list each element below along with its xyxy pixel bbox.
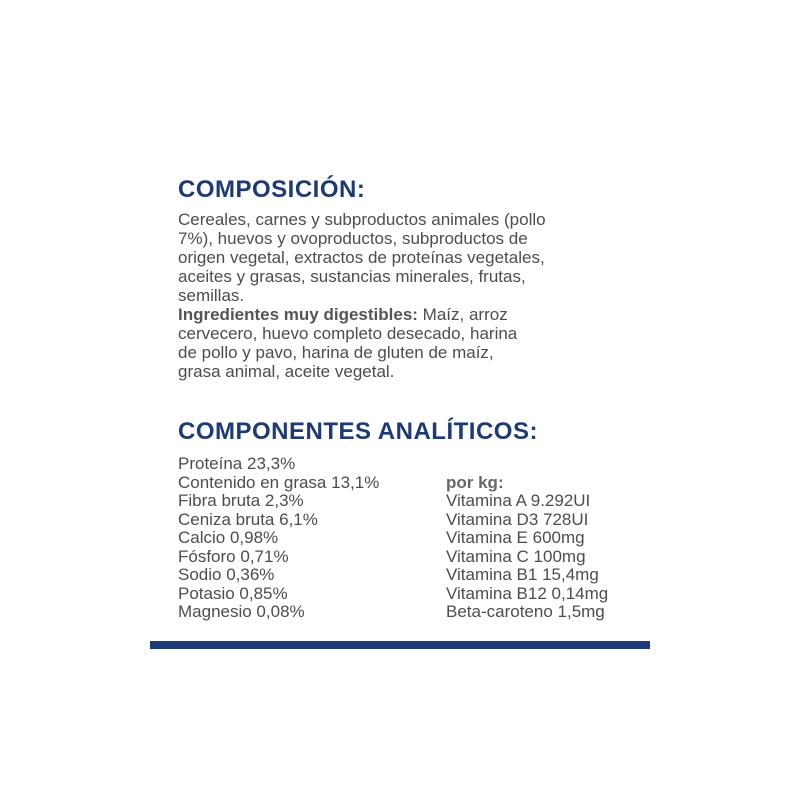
composition-line: Cereales, carnes y subproductos animales (pollo — [178, 210, 546, 229]
analytic-item: Fósforo 0,71% — [178, 546, 289, 566]
vitamin-item: Vitamina B1 15,4mg — [446, 565, 599, 584]
digestible-line: cervecero, huevo completo desecado, harina — [178, 324, 518, 343]
per-kg-label: por kg: — [446, 472, 504, 492]
digestible-line: de pollo y pavo, harina de gluten de maíz, — [178, 343, 494, 362]
vitamin-item: Beta-caroteno 1,5mg — [446, 602, 605, 621]
analytic-item: Fibra bruta 2,3% — [178, 491, 304, 510]
analytics-right-column — [446, 455, 608, 622]
vitamin-item: Vitamina D3 728UI — [446, 509, 589, 529]
analytic-item: Proteína 23,3% — [178, 454, 296, 473]
analytic-item: Sodio 0,36% — [178, 565, 275, 584]
analytic-item: Potasio 0,85% — [178, 583, 288, 603]
analytics-left-column — [178, 455, 379, 622]
vitamin-item: Vitamina A 9.292UI — [446, 491, 591, 510]
analytic-item: Ceniza bruta 6,1% — [178, 509, 318, 529]
bottom-divider-bar — [150, 641, 650, 649]
digestible-line: grasa animal, aceite vegetal. — [178, 362, 395, 381]
composition-text — [178, 210, 648, 381]
vitamin-item: Vitamina B12 0,14mg — [446, 583, 609, 603]
analytics-heading: COMPONENTES ANALÍTICOS: — [178, 418, 538, 445]
composition-line: 7%), huevos y ovoproductos, subproductos de — [178, 229, 528, 248]
analytic-item: Contenido en grasa 13,1% — [178, 472, 380, 492]
composition-line: origen vegetal, extractos de proteínas vegetales, — [178, 248, 545, 267]
vitamin-item: Vitamina C 100mg — [446, 546, 586, 566]
digestible-label: Ingredientes muy digestibles: — [178, 305, 418, 324]
digestible-line — [178, 305, 648, 324]
composition-line: semillas. — [178, 286, 245, 305]
analytic-item: Magnesio 0,08% — [178, 602, 305, 621]
vitamin-item: Vitamina E 600mg — [446, 528, 585, 547]
composition-heading: COMPOSICIÓN: — [178, 176, 366, 203]
composition-line: aceites y grasas, sustancias minerales, frutas, — [178, 267, 526, 286]
analytic-item: Calcio 0,98% — [178, 528, 279, 547]
digestible-text: Maíz, arroz — [417, 305, 508, 324]
